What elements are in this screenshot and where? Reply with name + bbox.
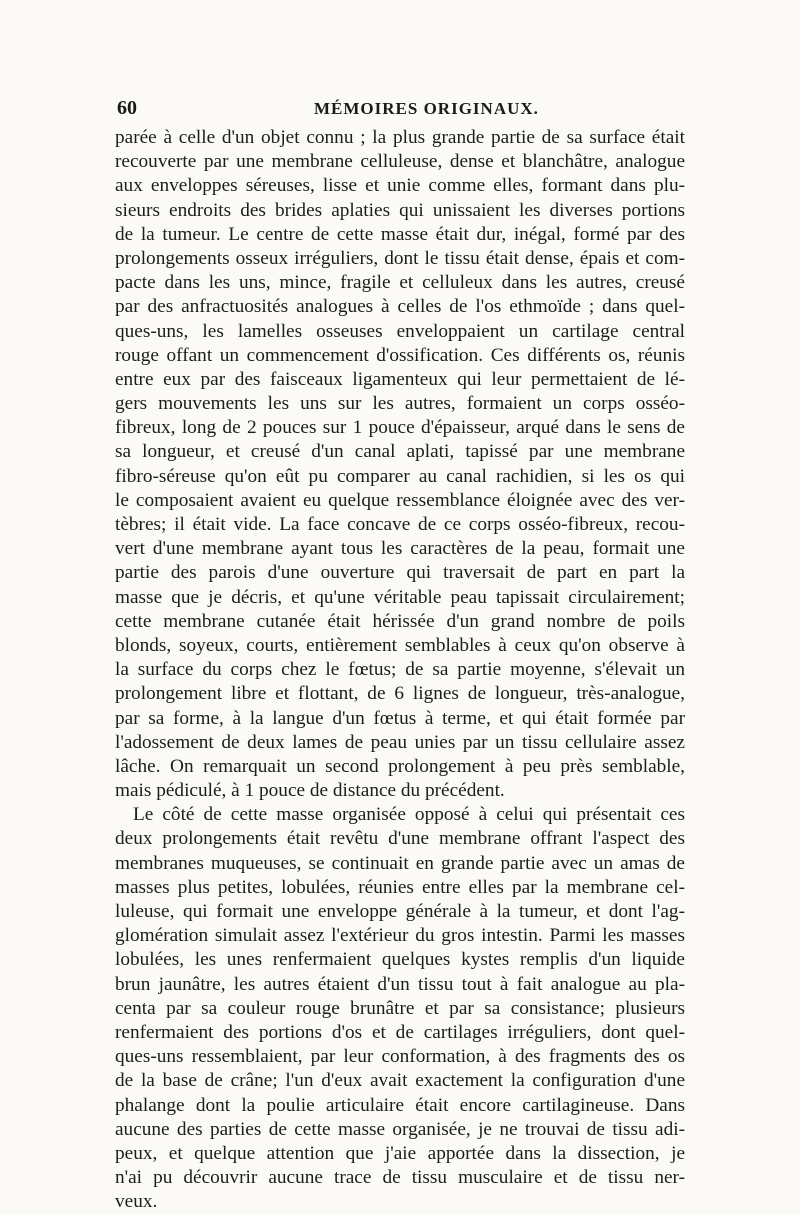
text-line: phalange dont la poulie articulaire était encore cartilagineuse. Dans [115, 1094, 685, 1116]
text-line: pacte dans les uns, mince, fragile et celluleux dans les autres, creusé [115, 272, 685, 294]
text-line: rouge offant un commencement d'ossification. Ces différents os, réunis [115, 344, 685, 366]
text-line: le composaient avaient eu quelque ressemblance éloignée avec des ver- [115, 489, 685, 511]
text-line: par des anfractuosités analogues à celles de l'os ethmoïde ; dans quel- [115, 296, 685, 318]
text-line: veux. [115, 1191, 158, 1213]
body-text [115, 126, 685, 1214]
text-line: deux prolongements était revêtu d'une membrane offrant l'aspect des [115, 828, 685, 850]
text-line: fibreux, long de 2 pouces sur 1 pouce d'épaisseur, arqué dans le sens de [115, 417, 685, 439]
text-line: aux enveloppes séreuses, lisse et unie comme elles, formant dans plu- [115, 175, 685, 197]
text-line: tèbres; il était vide. La face concave de ce corps osséo-fibreux, recou- [115, 514, 685, 535]
text-line: sa longueur, et creusé d'un canal aplati, tapissé par une membrane [115, 441, 685, 463]
page-header [117, 97, 683, 121]
text-line: lobulées, les unes renfermaient quelques kystes remplis d'un liquide [115, 949, 685, 971]
text-line: aucune des parties de cette masse organisée, je ne trouvai de tissu adi- [115, 1118, 685, 1140]
text-line: Le côté de cette masse organisée opposé à celui qui présentait ces [133, 804, 685, 826]
text-line: l'adossement de deux lames de peau unies par un tissu cellulaire assez [115, 731, 685, 753]
text-line: parée à celle d'un objet connu ; la plus grande partie de sa surface était [115, 127, 685, 148]
text-line: par sa forme, à la langue d'un fœtus à terme, et qui était formée par [115, 707, 685, 729]
text-line: ques-uns ressemblaient, par leur conformation, à des fragments des os [115, 1046, 685, 1068]
text-line: masse que je décris, et qu'une véritable peau tapissait circulairement; [115, 586, 685, 608]
text-line: partie des parois d'une ouverture qui traversait de part en part la [115, 562, 685, 584]
text-line: entre eux par des faisceaux ligamenteux qui leur permettaient de lé- [115, 368, 685, 390]
text-line: luleuse, qui formait une enveloppe générale à la tumeur, et dont l'ag- [115, 901, 685, 922]
text-line: renfermaient des portions d'os et de cartilages irréguliers, dont quel- [115, 1021, 685, 1043]
text-line: peux, et quelque attention que j'aie apportée dans la dissection, je [115, 1142, 685, 1164]
text-line: ques-uns, les lamelles osseuses enveloppaient un cartilage central [115, 320, 685, 342]
text-line: blonds, soyeux, courts, entièrement semblables à ceux qu'on observe à [115, 634, 685, 656]
text-line: fibro-séreuse qu'on eût pu comparer au canal rachidien, si les os qui [115, 465, 685, 487]
page-number: 60 [117, 97, 137, 119]
text-line: n'ai pu découvrir aucune trace de tissu musculaire et de tissu ner- [115, 1167, 685, 1189]
text-line: de la base de crâne; l'un d'eux avait exactement la configuration d'une [115, 1070, 685, 1092]
text-line: lâche. On remarquait un second prolongement à peu près semblable, [115, 755, 685, 777]
running-title: MÉMOIRES ORIGINAUX. [314, 99, 539, 118]
text-line: vert d'une membrane ayant tous les caractères de la peau, formait une [115, 538, 685, 560]
text-line: prolongements osseux irréguliers, dont le tissu était dense, épais et com- [115, 247, 685, 269]
text-line: gers mouvements les uns sur les autres, formaient un corps osséo- [115, 393, 685, 415]
text-line: glomération simulait assez l'extérieur du gros intestin. Parmi les masses [115, 925, 685, 947]
text-line: recouverte par une membrane celluleuse, dense et blanchâtre, analogue [115, 151, 685, 173]
text-line: la surface du corps chez le fœtus; de sa partie moyenne, s'élevait un [115, 659, 685, 681]
text-line: de la tumeur. Le centre de cette masse était dur, inégal, formé par des [115, 223, 685, 245]
text-line: centa par sa couleur rouge brunâtre et par sa consistance; plusieurs [115, 997, 685, 1019]
text-line: masses plus petites, lobulées, réunies entre elles par la membrane cel- [115, 876, 685, 898]
text-line: mais pédiculé, à 1 pouce de distance du précédent. [115, 780, 505, 802]
text-line: brun jaunâtre, les autres étaient d'un tissu tout à fait analogue au pla- [115, 973, 685, 995]
text-line: prolongement libre et flottant, de 6 lignes de longueur, très-analogue, [115, 683, 685, 705]
text-line: membranes muqueuses, se continuait en grande partie avec un amas de [115, 852, 685, 874]
text-line: cette membrane cutanée était hérissée d'un grand nombre de poils [115, 610, 685, 632]
text-line: sieurs endroits des brides aplaties qui unissaient les diverses portions [115, 199, 685, 221]
